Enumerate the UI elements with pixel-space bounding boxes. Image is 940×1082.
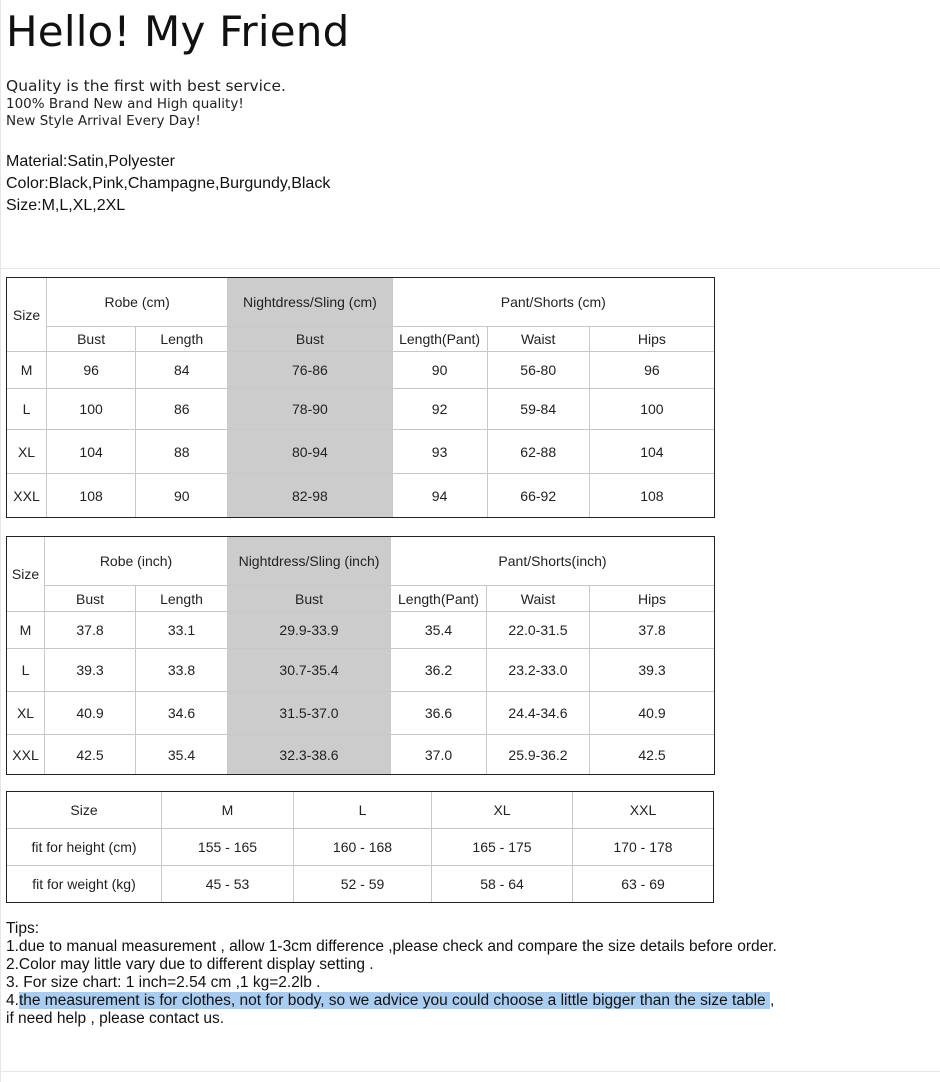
table-header-row xyxy=(7,792,714,829)
table-cell: 34.6 xyxy=(136,692,228,735)
left-border xyxy=(0,0,1,1082)
tips-title: Tips: xyxy=(6,920,40,937)
table-cell: 36.2 xyxy=(391,649,487,692)
tips-section xyxy=(6,920,777,1028)
col-header: Bust xyxy=(228,327,392,352)
table-cell: 93 xyxy=(392,430,487,474)
table-cell: 39.3 xyxy=(590,649,715,692)
table-cell: 82-98 xyxy=(228,474,392,518)
table-cell: 92 xyxy=(392,389,487,430)
table-cell: 25.9-36.2 xyxy=(487,735,590,775)
table-cell: 35.4 xyxy=(391,612,487,649)
col-header: Length(Pant) xyxy=(391,586,487,612)
table-cell: 86 xyxy=(136,389,228,430)
size-header: Size xyxy=(7,278,47,352)
table-cell: 100 xyxy=(589,389,714,430)
size-cell: XL xyxy=(7,692,45,735)
table-cell: 108 xyxy=(589,474,714,518)
nightdress-group-header: Nightdress/Sling (inch) xyxy=(228,537,391,586)
table-cell: 42.5 xyxy=(45,735,136,775)
tip-line-1: 1.due to manual measurement , allow 1-3cm difference ,please check and compare the size details before order. xyxy=(6,938,777,955)
col-header: Waist xyxy=(487,327,589,352)
tip-line-4-suffix: , xyxy=(769,992,775,1009)
material-spec: Material:Satin,Polyester xyxy=(6,153,175,170)
table-row xyxy=(7,829,714,866)
table-row xyxy=(7,474,715,518)
size-header: Size xyxy=(7,537,45,612)
table-cell: 45 - 53 xyxy=(162,866,294,903)
table-cell: 39.3 xyxy=(45,649,136,692)
color-spec: Color:Black,Pink,Champagne,Burgundy,Black xyxy=(6,175,331,192)
table-cell: 62-88 xyxy=(487,430,589,474)
table-row xyxy=(7,430,715,474)
fit-header: M xyxy=(162,792,294,829)
table-cell: 170 - 178 xyxy=(573,829,714,866)
fit-header: XL xyxy=(432,792,573,829)
nightdress-group-header: Nightdress/Sling (cm) xyxy=(228,278,392,327)
table-cell: 100 xyxy=(47,389,136,430)
table-cell: 33.8 xyxy=(136,649,228,692)
table-cell: 90 xyxy=(136,474,228,518)
table-cell: 160 - 168 xyxy=(294,829,432,866)
table-cell: 36.6 xyxy=(391,692,487,735)
fit-header-size: Size xyxy=(7,792,162,829)
size-cell: L xyxy=(7,389,47,430)
table-cell: 76-86 xyxy=(228,352,392,389)
table-cell: 80-94 xyxy=(228,430,392,474)
col-header: Bust xyxy=(45,586,136,612)
table-cell: 37.8 xyxy=(45,612,136,649)
pant-group-header: Pant/Shorts(inch) xyxy=(391,537,715,586)
highlighted-text[interactable]: the measurement is for clothes, not for body, so we advice you could choose a little bigger than the size table xyxy=(18,992,770,1009)
table-cell: 78-90 xyxy=(228,389,392,430)
table-cell: 58 - 64 xyxy=(432,866,573,903)
table-row xyxy=(7,866,714,903)
col-header: Length xyxy=(136,586,228,612)
table-cell: 59-84 xyxy=(487,389,589,430)
table-cell: 52 - 59 xyxy=(294,866,432,903)
col-header: Bust xyxy=(47,327,136,352)
intro-line-2: 100% Brand New and High quality! xyxy=(6,96,244,112)
col-header: Hips xyxy=(589,327,714,352)
table-row xyxy=(7,692,715,735)
pant-group-header: Pant/Shorts (cm) xyxy=(392,278,714,327)
col-header: Length xyxy=(136,327,228,352)
table-cell: 63 - 69 xyxy=(573,866,714,903)
table-cell: 165 - 175 xyxy=(432,829,573,866)
size-cell: XXL xyxy=(7,735,45,775)
table-row xyxy=(7,735,715,775)
size-cell: XXL xyxy=(7,474,47,518)
tip-line-4 xyxy=(6,992,777,1010)
row-label: fit for height (cm) xyxy=(7,829,162,866)
table-cell: 33.1 xyxy=(136,612,228,649)
table-row xyxy=(7,352,715,389)
size-cell: L xyxy=(7,649,45,692)
table-cell: 32.3-38.6 xyxy=(228,735,391,775)
col-header: Length(Pant) xyxy=(392,327,487,352)
table-cell: 37.8 xyxy=(590,612,715,649)
table-cell: 56-80 xyxy=(487,352,589,389)
table-row xyxy=(7,649,715,692)
table-cell: 35.4 xyxy=(136,735,228,775)
table-cell: 104 xyxy=(47,430,136,474)
robe-group-header: Robe (inch) xyxy=(45,537,228,586)
row-label: fit for weight (kg) xyxy=(7,866,162,903)
table-cell: 37.0 xyxy=(391,735,487,775)
table-row xyxy=(7,612,715,649)
page-heading: Hello! My Friend xyxy=(6,7,350,56)
intro-line-1: Quality is the first with best service. xyxy=(6,77,286,95)
table-cell: 104 xyxy=(589,430,714,474)
tip-line-2: 2.Color may little vary due to different display setting . xyxy=(6,956,374,973)
table-row xyxy=(7,389,715,430)
section-divider xyxy=(0,268,940,269)
table-cell: 22.0-31.5 xyxy=(487,612,590,649)
table-cell: 30.7-35.4 xyxy=(228,649,391,692)
table-cell: 108 xyxy=(47,474,136,518)
intro-line-3: New Style Arrival Every Day! xyxy=(6,113,201,129)
tip-line-3: 3. For size chart: 1 inch=2.54 cm ,1 kg=2.2lb . xyxy=(6,974,321,991)
size-table-inch xyxy=(6,536,715,775)
table-cell: 88 xyxy=(136,430,228,474)
tip-line-4-prefix: 4. xyxy=(6,992,19,1009)
tip-line-5: if need help , please contact us. xyxy=(6,1010,225,1027)
size-cell: M xyxy=(7,612,45,649)
fit-header: L xyxy=(294,792,432,829)
size-cell: M xyxy=(7,352,47,389)
table-cell: 94 xyxy=(392,474,487,518)
table-cell: 155 - 165 xyxy=(162,829,294,866)
table-cell: 96 xyxy=(589,352,714,389)
col-header: Bust xyxy=(228,586,391,612)
table-cell: 84 xyxy=(136,352,228,389)
fit-table xyxy=(6,791,714,903)
table-cell: 66-92 xyxy=(487,474,589,518)
table-cell: 90 xyxy=(392,352,487,389)
table-cell: 96 xyxy=(47,352,136,389)
table-cell: 42.5 xyxy=(590,735,715,775)
table-cell: 40.9 xyxy=(590,692,715,735)
robe-group-header: Robe (cm) xyxy=(47,278,228,327)
table-cell: 29.9-33.9 xyxy=(228,612,391,649)
section-divider-bottom xyxy=(0,1071,940,1072)
col-header: Hips xyxy=(590,586,715,612)
col-header: Waist xyxy=(487,586,590,612)
size-table-cm xyxy=(6,277,715,518)
size-cell: XL xyxy=(7,430,47,474)
table-cell: 24.4-34.6 xyxy=(487,692,590,735)
fit-header: XXL xyxy=(573,792,714,829)
table-cell: 31.5-37.0 xyxy=(228,692,391,735)
size-spec: Size:M,L,XL,2XL xyxy=(6,197,126,214)
table-cell: 40.9 xyxy=(45,692,136,735)
table-cell: 23.2-33.0 xyxy=(487,649,590,692)
